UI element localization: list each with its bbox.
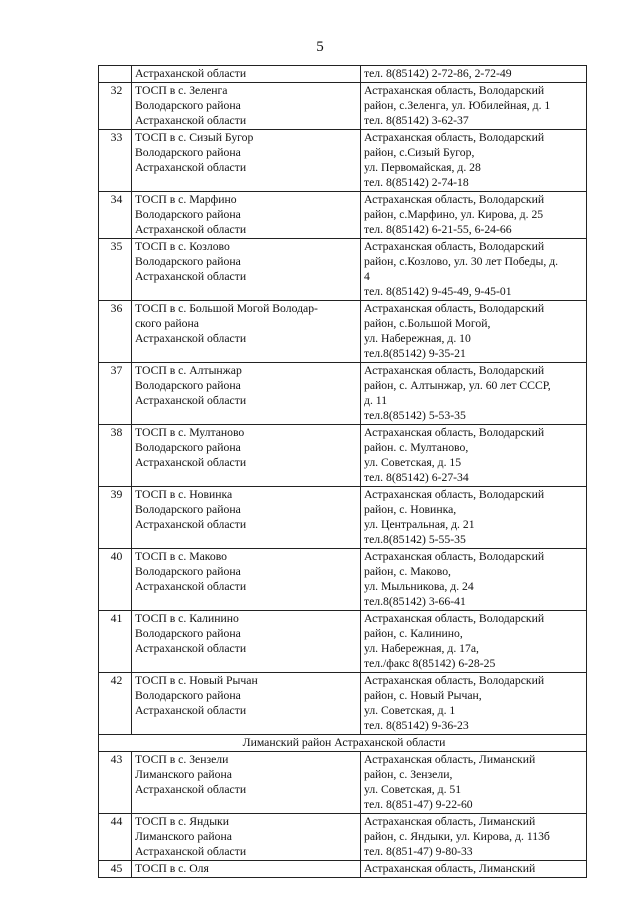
office-name-line: ТОСП в с. Сизый Бугор — [135, 131, 254, 144]
office-address-line: Астраханская область, Лиманский — [364, 753, 536, 766]
office-name-cell — [132, 611, 361, 673]
office-name-cell — [132, 752, 361, 814]
office-name-cell — [132, 192, 361, 239]
row-number: 45 — [99, 861, 132, 878]
office-name-line: Лиманского района — [135, 830, 232, 843]
office-name-line: Астраханской области — [135, 161, 247, 174]
office-name-line: Астраханской области — [135, 67, 247, 80]
office-address-line: район, с.Большой Могой, — [364, 317, 491, 330]
table-row — [99, 83, 587, 130]
office-address-cell — [361, 83, 587, 130]
table-row — [99, 192, 587, 239]
table-row — [99, 611, 587, 673]
office-name-line: Астраханской области — [135, 114, 247, 127]
office-address-cell — [361, 549, 587, 611]
row-number: 41 — [99, 611, 132, 673]
section-title: Лиманский район Астраханской области — [99, 735, 587, 752]
office-address-line: ул. Центральная, д. 21 — [364, 518, 475, 531]
office-address-line: тел.8(85142) 5-53-35 — [364, 409, 466, 422]
table-row — [99, 301, 587, 363]
table-row — [99, 861, 587, 878]
office-address-line: район, с. Маково, — [364, 565, 451, 578]
office-address-line: Астраханская область, Володарский — [364, 302, 545, 315]
table-row — [99, 752, 587, 814]
office-address-line: район, с. Зензели, — [364, 768, 453, 781]
office-address-line: тел.8(85142) 5-55-35 — [364, 533, 466, 546]
office-address-line: Астраханская область, Лиманский — [364, 815, 536, 828]
office-address-cell — [361, 301, 587, 363]
row-number — [99, 66, 132, 83]
row-number: 32 — [99, 83, 132, 130]
office-name-line: Астраханской области — [135, 394, 247, 407]
office-address-line: тел./факс 8(85142) 6-28-25 — [364, 657, 496, 670]
office-name-cell — [132, 301, 361, 363]
office-name-line: ТОСП в с. Марфино — [135, 193, 237, 206]
office-name-line: Володарского района — [135, 441, 241, 454]
office-name-line: ТОСП в с. Новинка — [135, 488, 233, 501]
office-address-line: ул. Советская, д. 1 — [364, 704, 456, 717]
office-address-line: Астраханская область, Володарский — [364, 364, 545, 377]
office-address-line: район, с. Яндыки, ул. Кирова, д. 113б — [364, 830, 550, 843]
office-address-line: район, с. Алтынжар, ул. 60 лет СССР, — [364, 379, 551, 392]
row-number: 39 — [99, 487, 132, 549]
office-name-line: Астраханской области — [135, 845, 247, 858]
office-name-line: Володарского района — [135, 627, 241, 640]
office-name-line: Володарского района — [135, 255, 241, 268]
table-row — [99, 363, 587, 425]
table-row — [99, 130, 587, 192]
office-name-line: Володарского района — [135, 565, 241, 578]
office-address-line: Астраханская область, Володарский — [364, 426, 545, 439]
office-name-line: ТОСП в с. Мултаново — [135, 426, 245, 439]
office-address-cell — [361, 487, 587, 549]
office-name-line: Володарского района — [135, 146, 241, 159]
office-address-line: тел. 8(85142) 2-72-86, 2-72-49 — [364, 67, 512, 80]
office-name-cell — [132, 487, 361, 549]
office-name-cell — [132, 130, 361, 192]
row-number: 42 — [99, 673, 132, 735]
office-address-line: Астраханская область, Володарский — [364, 131, 545, 144]
office-name-cell — [132, 549, 361, 611]
row-number: 43 — [99, 752, 132, 814]
office-name-cell — [132, 673, 361, 735]
office-address-line: район, с.Зеленга, ул. Юбилейная, д. 1 — [364, 99, 551, 112]
office-name-line: ТОСП в с. Яндыки — [135, 815, 229, 828]
row-number: 35 — [99, 239, 132, 301]
row-number: 33 — [99, 130, 132, 192]
office-name-line: ТОСП в с. Алтынжар — [135, 364, 242, 377]
office-address-line: ул. Набережная, д. 17а, — [364, 642, 479, 655]
office-address-line: д. 11 — [364, 394, 388, 407]
office-address-line: Астраханская область, Лиманский — [364, 862, 536, 875]
office-name-line: ТОСП в с. Маково — [135, 550, 227, 563]
office-name-line: Володарского района — [135, 99, 241, 112]
office-address-line: тел. 8(85142) 9-45-49, 9-45-01 — [364, 285, 512, 298]
office-address-line: тел. 8(851-47) 9-80-33 — [364, 845, 473, 858]
office-name-cell — [132, 66, 361, 83]
office-address-cell — [361, 130, 587, 192]
office-address-line: ул. Набережная, д. 10 — [364, 332, 471, 345]
table-row — [99, 425, 587, 487]
row-number: 38 — [99, 425, 132, 487]
office-name-line: Астраханской области — [135, 332, 247, 345]
office-address-line: тел.8(85142) 9-35-21 — [364, 347, 466, 360]
office-address-line: ул. Советская, д. 15 — [364, 456, 462, 469]
office-name-line: ТОСП в с. Козлово — [135, 240, 230, 253]
office-name-line: Астраханской области — [135, 783, 247, 796]
offices-table — [98, 65, 587, 878]
office-name-cell — [132, 239, 361, 301]
office-address-cell — [361, 66, 587, 83]
office-address-line: ул. Советская, д. 51 — [364, 783, 462, 796]
office-name-line: ТОСП в с. Большой Могой Володар- — [135, 302, 318, 315]
office-name-line: Астраханской области — [135, 580, 247, 593]
office-name-line: ТОСП в с. Калинино — [135, 612, 239, 625]
office-address-line: район, с. Новый Рычан, — [364, 689, 482, 702]
office-name-line: Астраханской области — [135, 270, 247, 283]
office-address-cell — [361, 239, 587, 301]
office-name-line: Володарского района — [135, 689, 241, 702]
office-name-line: ского района — [135, 317, 199, 330]
office-address-line: тел. 8(85142) 3-62-37 — [364, 114, 469, 127]
table-row — [99, 66, 587, 83]
office-address-line: район, с.Марфино, ул. Кирова, д. 25 — [364, 208, 544, 221]
office-address-line: тел. 8(85142) 6-21-55, 6-24-66 — [364, 223, 512, 236]
office-name-line: Астраханской области — [135, 642, 247, 655]
row-number: 37 — [99, 363, 132, 425]
office-address-cell — [361, 814, 587, 861]
office-name-line: ТОСП в с. Зеленга — [135, 84, 228, 97]
row-number: 34 — [99, 192, 132, 239]
office-address-line: район, с.Сизый Бугор, — [364, 146, 475, 159]
office-address-line: тел. 8(85142) 9-36-23 — [364, 719, 469, 732]
office-address-line: Астраханская область, Володарский — [364, 612, 545, 625]
office-address-line: Астраханская область, Володарский — [364, 550, 545, 563]
office-name-line: Володарского района — [135, 208, 241, 221]
page-number: 5 — [316, 39, 324, 55]
office-name-line: Астраханской области — [135, 704, 247, 717]
row-number: 36 — [99, 301, 132, 363]
office-address-line: тел.8(85142) 3-66-41 — [364, 595, 466, 608]
office-address-line: ул. Первомайская, д. 28 — [364, 161, 481, 174]
office-name-line: ТОСП в с. Оля — [135, 862, 209, 875]
office-name-cell — [132, 83, 361, 130]
office-address-line: ул. Мыльникова, д. 24 — [364, 580, 474, 593]
office-name-cell — [132, 425, 361, 487]
office-name-cell — [132, 363, 361, 425]
office-address-cell — [361, 861, 587, 878]
office-name-line: Астраханской области — [135, 518, 247, 531]
office-address-cell — [361, 425, 587, 487]
office-address-line: Астраханская область, Володарский — [364, 84, 545, 97]
office-address-cell — [361, 673, 587, 735]
offices-table-body — [99, 66, 587, 878]
office-name-line: ТОСП в с. Зензели — [135, 753, 229, 766]
office-address-cell — [361, 192, 587, 239]
office-name-line: Астраханской области — [135, 223, 247, 236]
office-address-line: район, с. Новинка, — [364, 503, 457, 516]
office-name-cell — [132, 814, 361, 861]
office-address-cell — [361, 611, 587, 673]
table-row — [99, 673, 587, 735]
office-name-line: ТОСП в с. Новый Рычан — [135, 674, 258, 687]
office-address-line: район, с.Козлово, ул. 30 лет Победы, д. — [364, 255, 559, 268]
office-name-line: Володарского района — [135, 379, 241, 392]
office-address-line: 4 — [364, 270, 370, 283]
office-name-line: Лиманского района — [135, 768, 232, 781]
table-row — [99, 814, 587, 861]
office-name-line: Володарского района — [135, 503, 241, 516]
office-address-line: Астраханская область, Володарский — [364, 240, 545, 253]
row-number: 44 — [99, 814, 132, 861]
table-row — [99, 239, 587, 301]
office-address-line: тел. 8(851-47) 9-22-60 — [364, 798, 473, 811]
office-address-cell — [361, 752, 587, 814]
office-address-cell — [361, 363, 587, 425]
table-row — [99, 549, 587, 611]
office-name-cell — [132, 861, 361, 878]
office-address-line: тел. 8(85142) 6-27-34 — [364, 471, 469, 484]
row-number: 40 — [99, 549, 132, 611]
office-address-line: Астраханская область, Володарский — [364, 193, 545, 206]
office-name-line: Астраханской области — [135, 456, 247, 469]
office-address-line: район. с. Мултаново, — [364, 441, 469, 454]
table-row — [99, 487, 587, 549]
section-header-row — [99, 735, 587, 752]
office-address-line: тел. 8(85142) 2-74-18 — [364, 176, 469, 189]
office-address-line: район, с. Калинино, — [364, 627, 463, 640]
office-address-line: Астраханская область, Володарский — [364, 674, 545, 687]
office-address-line: Астраханская область, Володарский — [364, 488, 545, 501]
